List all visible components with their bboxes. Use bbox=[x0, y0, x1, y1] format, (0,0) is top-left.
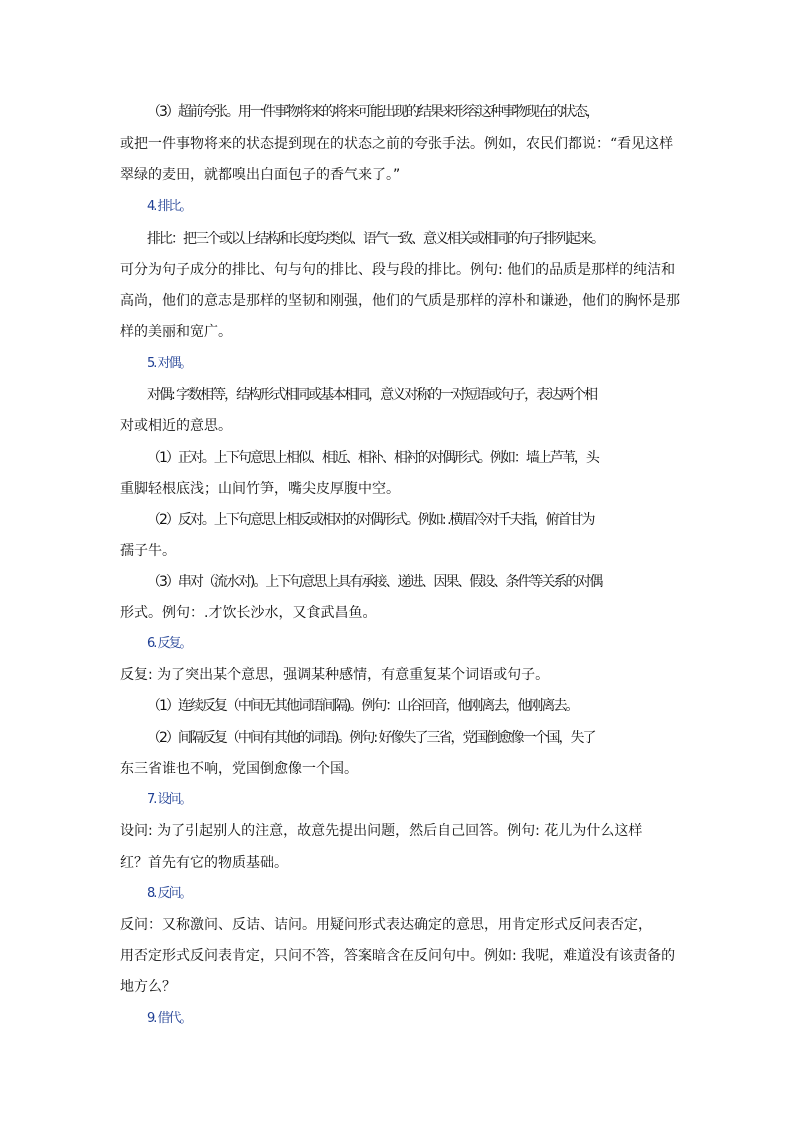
rhetorical-line-1: 反问：又称激问、反诘、诘问。用疑问形式表达确定的意思，用肯定形式反问表否定， bbox=[120, 917, 652, 933]
fandui-line-2: 孺子牛。 bbox=[120, 543, 176, 559]
rhetorical-line-3: 地方么？ bbox=[120, 979, 176, 995]
parallelism-line-4: 样的美丽和宽广。 bbox=[120, 324, 232, 340]
heading-hypophora: 7. 设问。 bbox=[147, 792, 191, 807]
heading-metonymy: 9. 借代。 bbox=[147, 1011, 191, 1026]
interval-repetition-line-2: 东三省谁也不响，党国倒愈像一个国。 bbox=[120, 761, 358, 777]
rhetorical-line-2: 用否定形式反问表肯定，只问不答，答案暗含在反问句中。例如: 我呢，难道没有该责备的 bbox=[120, 948, 676, 964]
continuous-repetition: （1）连续反复（中间无其他词语间隔)。例句：山谷回音，他刚离去，他刚离去。 bbox=[147, 698, 578, 714]
antithesis-line-1: 对偶: 字数相等，结构形式相同或基本相同，意义对称的一对短语或句子，表达两个相 bbox=[147, 387, 597, 403]
fandui-line-1: （2）反对。上下句意思上相反或相对的对偶形式。例如: .横眉冷对千夫指，俯首甘为 bbox=[147, 512, 594, 528]
heading-rhetorical-question: 8. 反问。 bbox=[147, 886, 191, 901]
zhengdui-line-1: （1）正对。上下句意思上相似、相近、相补、相衬的对偶形式。例如：墙上芦苇，头 bbox=[147, 450, 598, 466]
chuandui-line-2: 形式。例句：.才饮长沙水，又食武昌鱼。 bbox=[120, 605, 377, 621]
parallelism-line-2: 可分为句子成分的排比、句与句的排比、段与段的排比。例句: 他们的品质是那样的纯洁和 bbox=[120, 262, 676, 278]
antithesis-line-2: 对或相近的意思。 bbox=[120, 418, 232, 434]
hypophora-line-2: 红？首先有它的物质基础。 bbox=[120, 855, 288, 871]
heading-repetition: 6. 反复。 bbox=[147, 636, 191, 651]
overstatement-line-1: （3）超前夸张。用一件事物将来的将来可能出现的结果来形容这种事物现在的状态， bbox=[147, 104, 598, 120]
overstatement-line-2 bbox=[120, 134, 680, 154]
heading-antithesis: 5. 对偶。 bbox=[147, 356, 191, 371]
heading-parallelism: 4. 排比。 bbox=[147, 199, 191, 214]
parallelism-line-1: 排比：把三个或以上结构和长度均类似、语气一致、意义相关或相同的句子排列起来。 bbox=[147, 231, 603, 247]
repetition-line-1: 反复: 为了突出某个意思，强调某种感情，有意重复某个词语或句子。 bbox=[120, 667, 550, 683]
overstatement-quote-start: “看见这样 bbox=[610, 136, 674, 152]
parallelism-line-3: 高尚，他们的意志是那样的坚韧和刚强，他们的气质是那样的淳朴和谦逊，他们的胸怀是那 bbox=[120, 293, 680, 309]
zhengdui-line-2: 重脚轻根底浅；山间竹笋，嘴尖皮厚腹中空。 bbox=[120, 481, 400, 497]
interval-repetition-line-1: （2）间隔反复（中间有其他的词语)。例句: 好像失了三省，党国倒愈像一个国，失了 bbox=[147, 730, 595, 746]
overstatement-line-3: 翠绿的麦田，就都嗅出白面包子的香气来了。” bbox=[120, 167, 401, 183]
hypophora-line-1: 设问: 为了引起别人的注意，故意先提出问题，然后自己回答。例句: 花儿为什么这样 bbox=[120, 823, 643, 839]
chuandui-line-1: （3）串对（流水对)。上下句意思上具有承接、递进、因果、假设、条件等关系的对偶 bbox=[147, 574, 602, 590]
overstatement-line-2-text: 或把一件事物将来的状态提到现在的状态之前的夸张手法。例如，农民们都说： bbox=[120, 136, 610, 152]
